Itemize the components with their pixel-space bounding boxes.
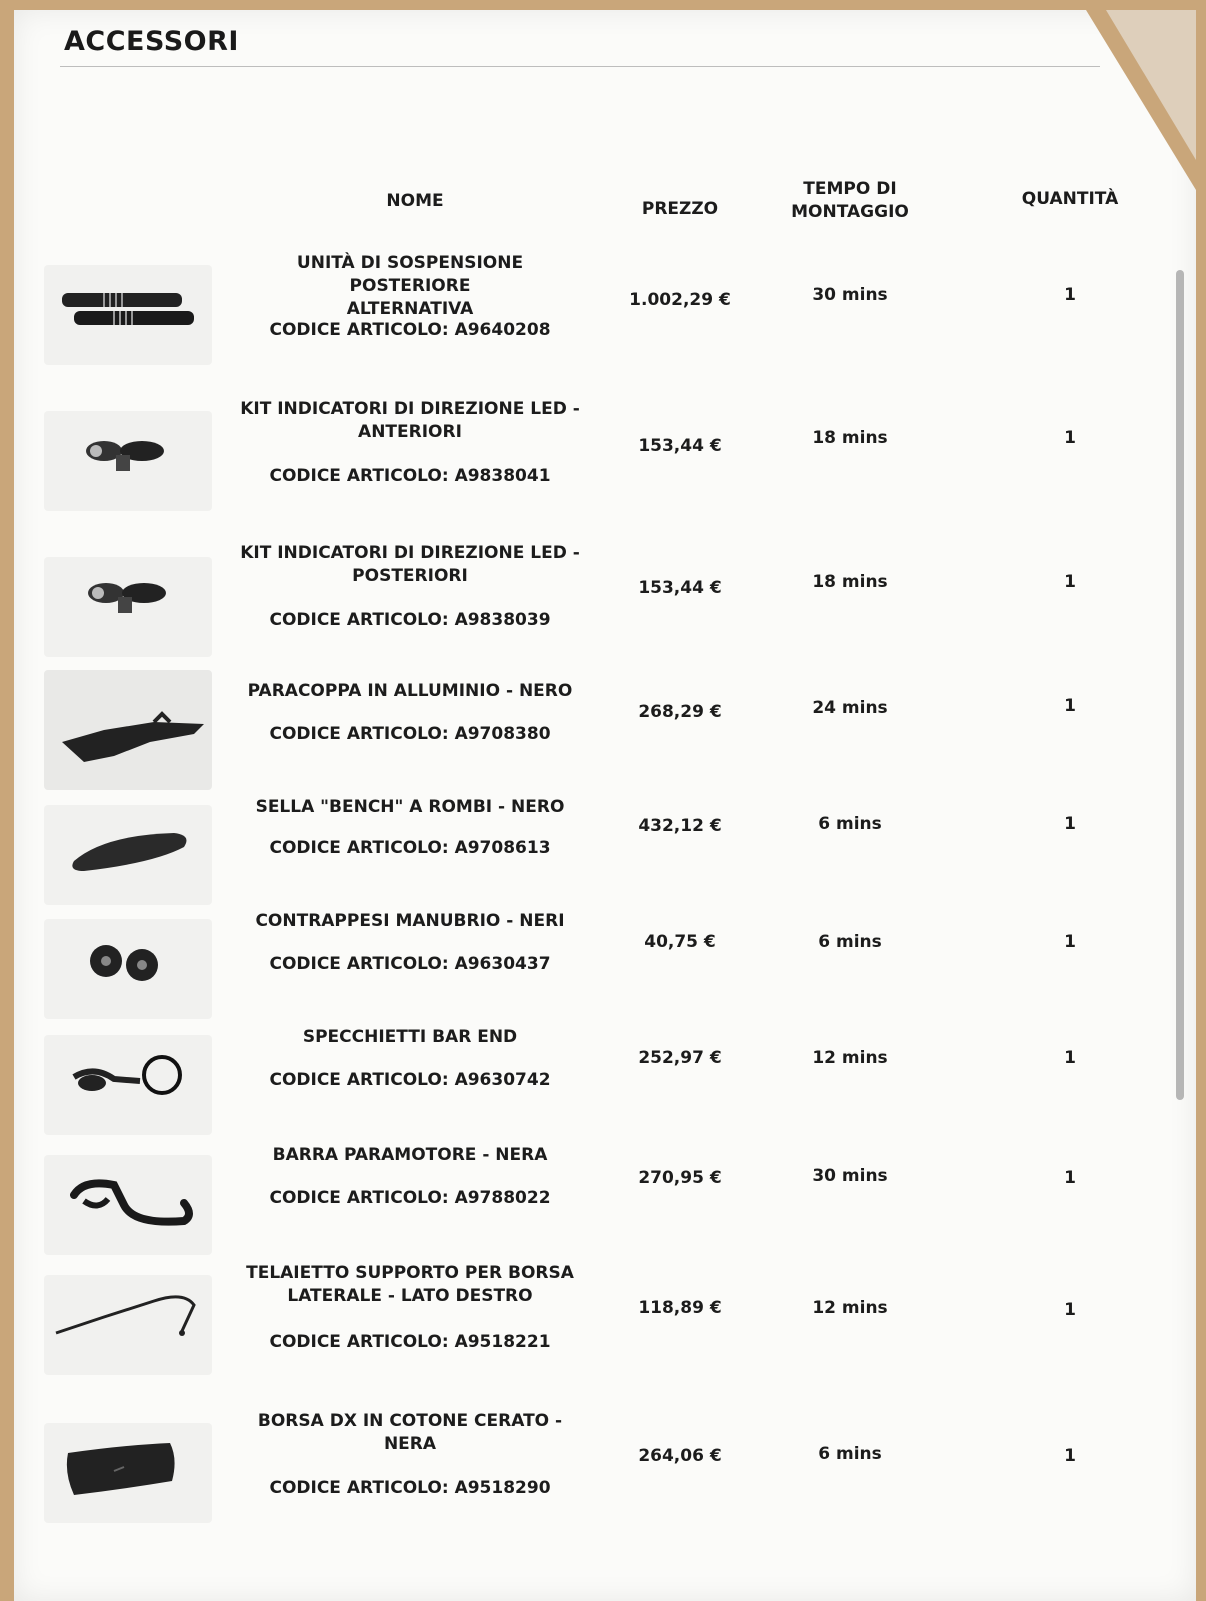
section-title: ACCESSORI (64, 26, 239, 57)
item-price: 1.002,29 € (629, 290, 731, 310)
item-price: 118,89 € (638, 1298, 722, 1318)
item-price: 432,12 € (638, 816, 722, 836)
table-row (0, 250, 1206, 380)
item-quantity: 1 (1064, 1300, 1076, 1320)
item-quantity: 1 (1064, 1048, 1076, 1068)
item-time: 6 mins (818, 1444, 882, 1464)
item-time: 24 mins (812, 698, 888, 718)
sump-guard-icon (44, 670, 212, 790)
table-header (0, 178, 1206, 238)
header-quantity: QUANTITÀ (1021, 189, 1119, 209)
item-quantity: 1 (1064, 814, 1076, 834)
bar-end-weights-icon (44, 919, 212, 1019)
front-turn-signal-icon (44, 411, 212, 511)
item-time: 18 mins (812, 572, 888, 592)
engine-guard-bar-icon (44, 1155, 212, 1255)
table-row (0, 1260, 1206, 1390)
header-assembly-time: TEMPO DI MONTAGGIO (791, 179, 909, 222)
item-time: 30 mins (812, 285, 888, 305)
table-row (0, 542, 1206, 672)
side-bag-frame-icon (44, 1275, 212, 1375)
item-quantity: 1 (1064, 932, 1076, 952)
rear-suspension-icon (44, 265, 212, 365)
table-row (0, 1408, 1206, 1538)
rear-turn-signal-icon (44, 557, 212, 657)
item-code: CODICE ARTICOLO: A9640208 (269, 320, 551, 340)
item-time: 6 mins (818, 932, 882, 952)
item-time: 6 mins (818, 814, 882, 834)
item-code: CODICE ARTICOLO: A9630742 (269, 1070, 551, 1090)
item-price: 153,44 € (638, 436, 722, 456)
item-price: 153,44 € (638, 578, 722, 598)
item-price: 268,29 € (638, 702, 722, 722)
item-name: SPECCHIETTI BAR END (302, 1027, 518, 1047)
item-code: CODICE ARTICOLO: A9518221 (269, 1332, 551, 1352)
item-price: 40,75 € (644, 932, 716, 952)
table-row (0, 396, 1206, 526)
item-name: UNITÀ DI SOSPENSIONE POSTERIORE ALTERNATIVA (296, 253, 524, 319)
item-code: CODICE ARTICOLO: A9518290 (269, 1478, 551, 1498)
item-name: SELLA "BENCH" A ROMBI - NERO (255, 797, 565, 817)
item-code: CODICE ARTICOLO: A9838041 (269, 466, 551, 486)
item-price: 264,06 € (638, 1446, 722, 1466)
item-price: 252,97 € (638, 1048, 722, 1068)
item-name: PARACOPPA IN ALLUMINIO - NERO (247, 681, 573, 701)
header-price: PREZZO (641, 199, 719, 219)
item-time: 18 mins (812, 428, 888, 448)
item-name: CONTRAPPESI MANUBRIO - NERI (255, 911, 565, 931)
title-divider (60, 66, 1100, 67)
item-name: BORSA DX IN COTONE CERATO - NERA (257, 1411, 563, 1454)
waxed-cotton-bag-icon (44, 1423, 212, 1523)
item-code: CODICE ARTICOLO: A9838039 (269, 610, 551, 630)
item-price: 270,95 € (638, 1168, 722, 1188)
item-time: 30 mins (812, 1166, 888, 1186)
table-row (0, 670, 1206, 800)
table-row (0, 1140, 1206, 1270)
item-quantity: 1 (1064, 428, 1076, 448)
item-quantity: 1 (1064, 572, 1076, 592)
item-name: KIT INDICATORI DI DIREZIONE LED - POSTERIORI (240, 543, 580, 586)
item-name: TELAIETTO SUPPORTO PER BORSA LATERALE - LATO DESTRO (246, 1263, 574, 1306)
item-quantity: 1 (1064, 696, 1076, 716)
item-code: CODICE ARTICOLO: A9708380 (269, 724, 551, 744)
header-name: NOME (386, 191, 444, 211)
item-quantity: 1 (1064, 285, 1076, 305)
bar-end-mirror-icon (44, 1035, 212, 1135)
bench-seat-icon (44, 805, 212, 905)
item-quantity: 1 (1064, 1446, 1076, 1466)
item-name: BARRA PARAMOTORE - NERA (272, 1145, 548, 1165)
table-row (0, 904, 1206, 1034)
item-code: CODICE ARTICOLO: A9708613 (269, 838, 551, 858)
item-time: 12 mins (812, 1298, 888, 1318)
table-row (0, 1020, 1206, 1150)
item-code: CODICE ARTICOLO: A9630437 (269, 954, 551, 974)
table-row (0, 790, 1206, 920)
page-fold-shadow (1106, 10, 1196, 160)
item-name: KIT INDICATORI DI DIREZIONE LED - ANTERIORI (240, 399, 580, 442)
item-time: 12 mins (812, 1048, 888, 1068)
item-code: CODICE ARTICOLO: A9788022 (269, 1188, 551, 1208)
item-quantity: 1 (1064, 1168, 1076, 1188)
